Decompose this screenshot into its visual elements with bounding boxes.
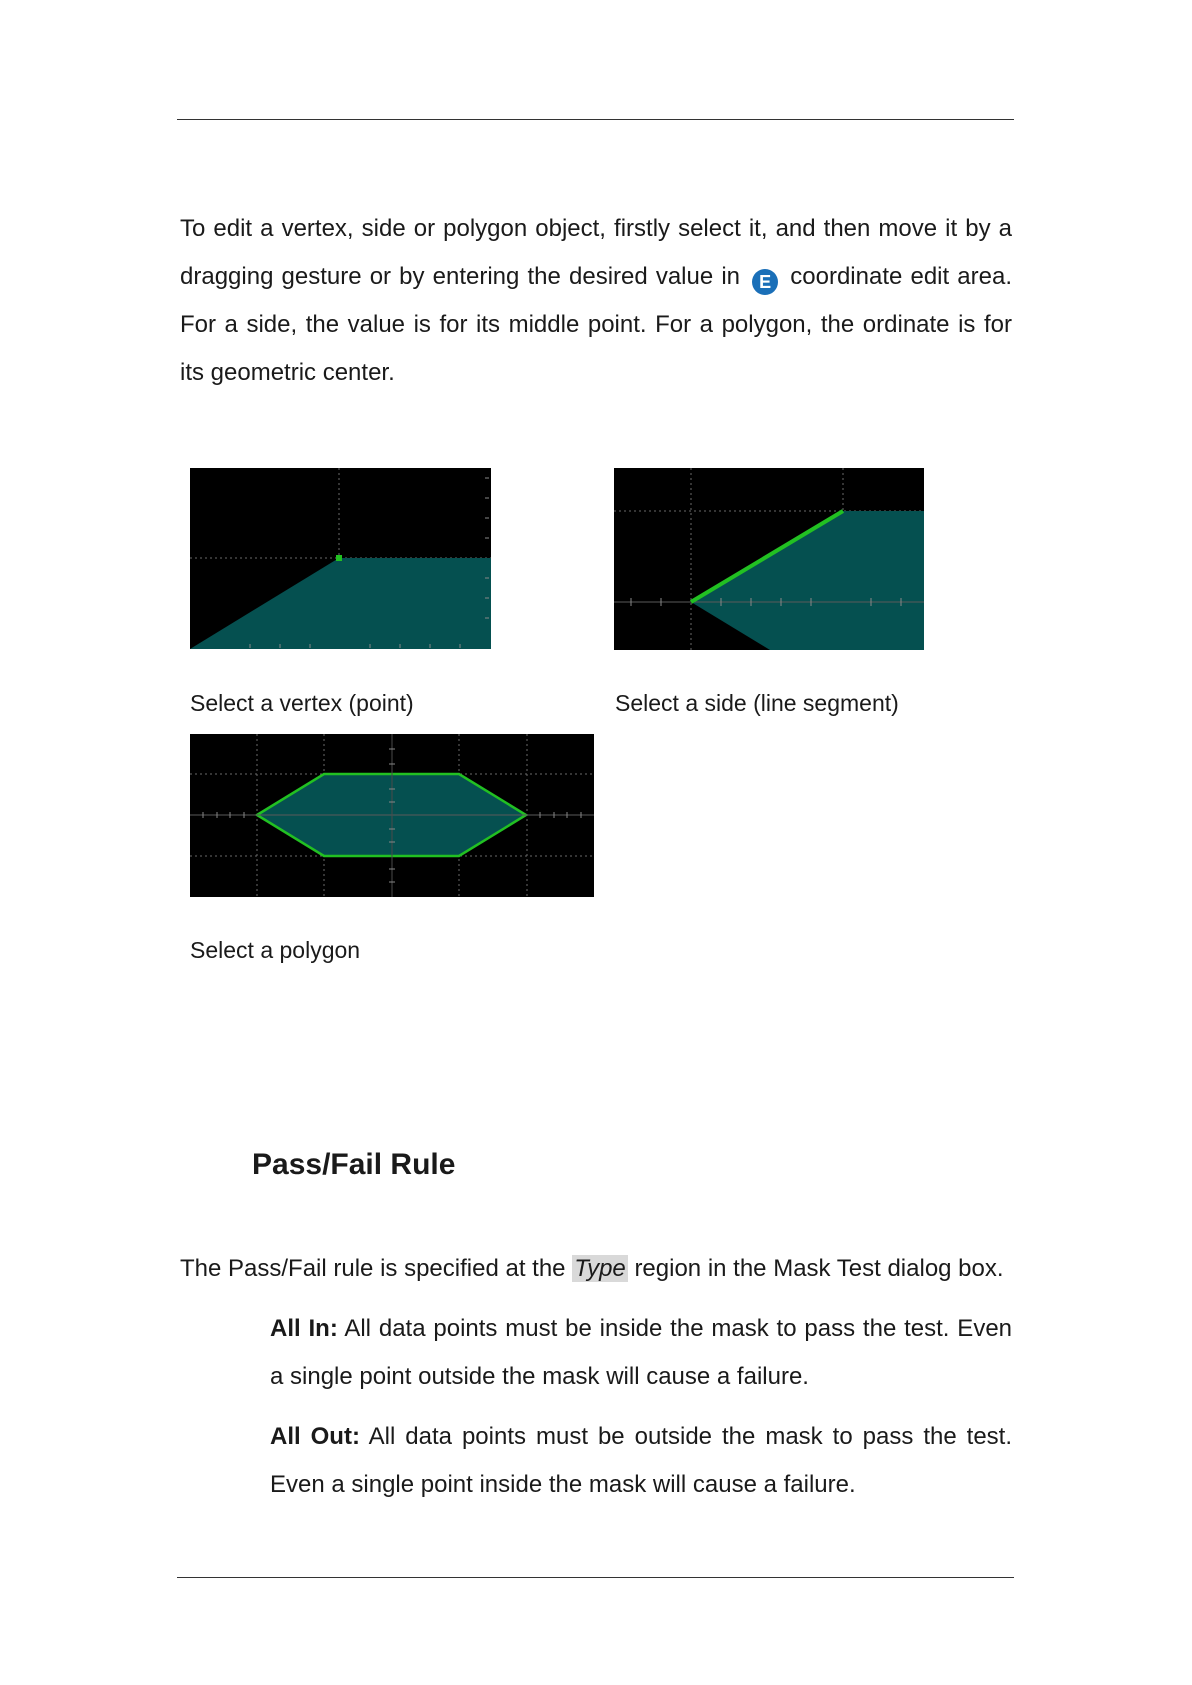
- rule-description: All data points must be outside the mask to pass the test. Even a single point inside the mask will cause a failure.: [270, 1423, 1013, 1498]
- vertex-caption: Select a vertex (point): [190, 690, 414, 716]
- rule-description: All data points must be inside the mask to pass the test. Even a single point outside the mask will cause a failure.: [270, 1315, 1013, 1390]
- intro-paragraph: [180, 205, 1012, 397]
- pass-fail-intro-before: The Pass/Fail rule is specified at the: [180, 1255, 566, 1282]
- pass-fail-intro: [180, 1245, 1012, 1293]
- rule-term: All Out:: [270, 1423, 360, 1450]
- footer-rule: [177, 1577, 1014, 1578]
- e-circle-icon: E: [752, 269, 778, 295]
- polygon-caption: Select a polygon: [190, 937, 361, 963]
- pass-fail-intro-after: region in the Mask Test dialog box.: [634, 1255, 1004, 1282]
- side-figure: [614, 468, 924, 650]
- polygon-figure: [190, 734, 594, 897]
- side-caption: Select a side (line segment): [615, 690, 899, 716]
- rule-term: All In:: [270, 1315, 338, 1342]
- vertex-figure: [190, 468, 491, 649]
- intro-text-after: coordinate edit area. For a side, the value is for its middle point. For a polygon, the ordinate is for its geometric center.: [180, 263, 1012, 386]
- intro-text-before: To edit a vertex, side or polygon object, firstly select it, and then move it by a dragging gesture or by entering the desired value in: [180, 215, 1012, 290]
- header-rule: [177, 119, 1014, 120]
- mask-region: [190, 558, 491, 649]
- selected-vertex: [336, 555, 342, 561]
- type-highlight: Type: [574, 1255, 626, 1282]
- rule-all-out: [270, 1413, 1012, 1509]
- section-heading: Pass/Fail Rule: [252, 1148, 456, 1181]
- rule-all-in: [270, 1305, 1012, 1401]
